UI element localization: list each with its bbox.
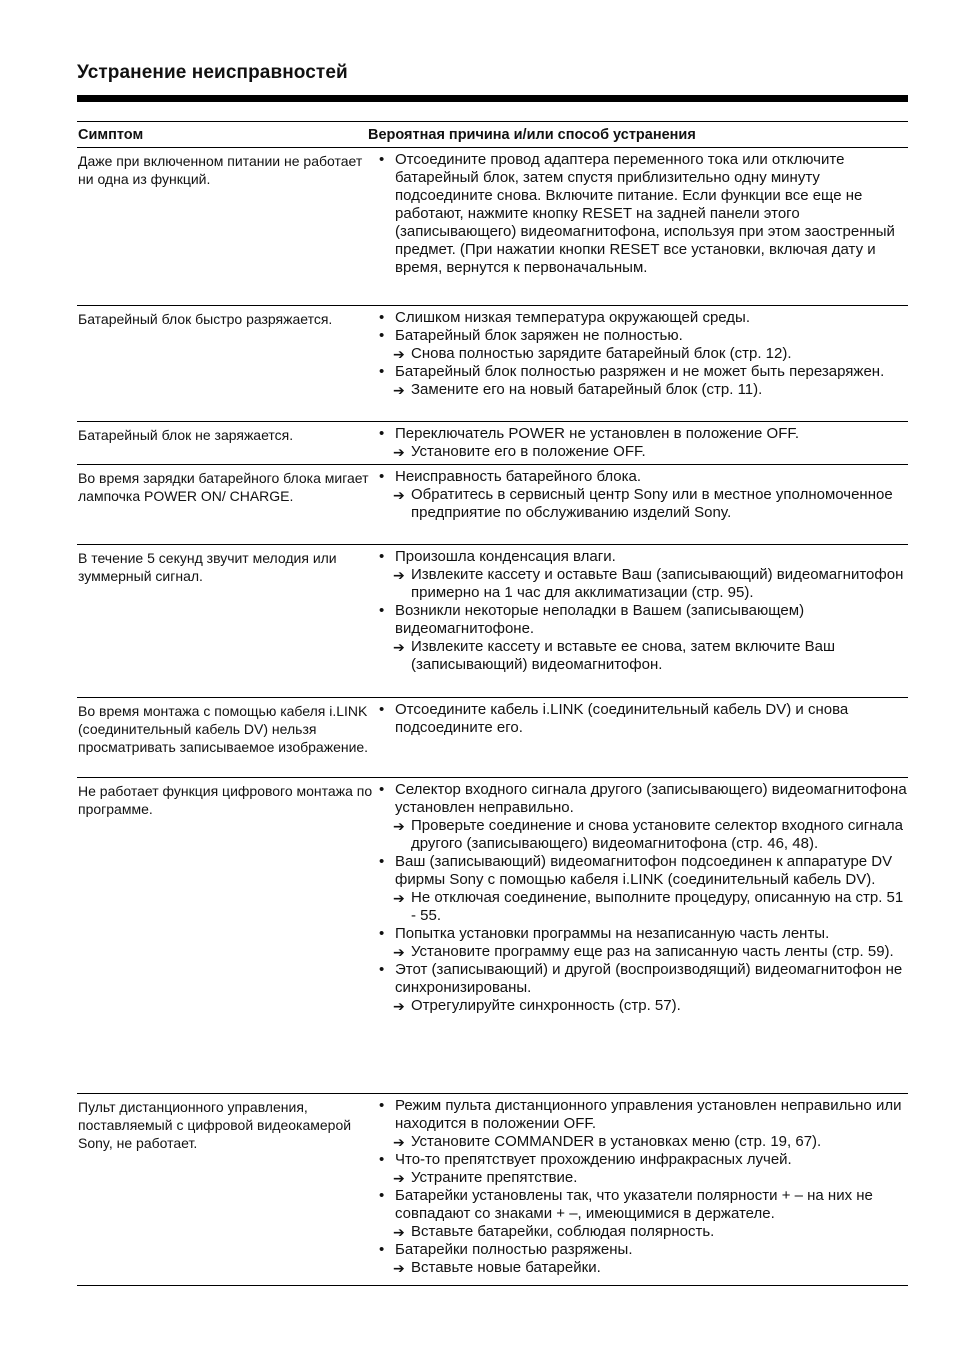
cause-item	[377, 602, 908, 638]
arrow-icon: ➔	[393, 1260, 405, 1276]
remedy-text: Установите программу еще раз на записанную часть ленты (стр. 59).	[411, 943, 894, 960]
remedy-text: Замените его на новый батарейный блок (стр. 11).	[411, 381, 763, 398]
remedy-text: Вставьте батарейки, соблюдая полярность.	[411, 1223, 715, 1240]
symptom-header: Симптом	[78, 126, 144, 143]
cause-text: Селектор входного сигнала другого (записывающего) видеомагнитофона установлен неправильно.	[395, 781, 907, 816]
cause-cell	[377, 698, 908, 777]
arrow-icon: ➔	[393, 1170, 405, 1186]
cause-text: Отсоедините кабель i.LINK (соединительный кабель DV) и снова подсоедините его.	[395, 701, 849, 736]
remedy-item	[377, 1133, 908, 1151]
cause-cell	[377, 545, 908, 697]
remedy-item	[377, 817, 908, 853]
remedy-item	[377, 1223, 908, 1241]
remedy-item	[377, 1259, 908, 1277]
cause-cell	[377, 465, 908, 544]
remedy-text: Отрегулируйте синхронность (стр. 57).	[411, 997, 681, 1014]
arrow-icon: ➔	[393, 818, 405, 834]
remedy-item	[377, 345, 908, 363]
bullet-icon: •	[379, 781, 385, 798]
cause-text: Батарейный блок заряжен не полностью.	[395, 327, 683, 344]
cause-cell	[377, 148, 908, 305]
arrow-icon: ➔	[393, 998, 405, 1014]
cause-cell	[377, 1094, 908, 1285]
cause-item	[377, 1187, 908, 1223]
bullet-icon: •	[379, 327, 385, 344]
remedy-item	[377, 443, 908, 461]
symptom-cell: Батарейный блок не заряжается.	[78, 427, 294, 443]
cause-item	[377, 327, 908, 345]
cause-text: Произошла конденсация влаги.	[395, 548, 616, 565]
bullet-icon: •	[379, 1241, 385, 1258]
arrow-icon: ➔	[393, 944, 405, 960]
remedy-item	[377, 486, 908, 522]
cause-item	[377, 548, 908, 566]
cause-header: Вероятная причина и/или способ устранения	[368, 126, 696, 143]
bullet-icon: •	[379, 853, 385, 870]
symptom-cell: Пульт дистанционного управления, поставляемый с цифровой видеокамерой Sony, не работает.	[78, 1099, 352, 1151]
table-row	[77, 422, 908, 465]
cause-item	[377, 1241, 908, 1259]
bullet-icon: •	[379, 468, 385, 485]
table-row	[77, 698, 908, 778]
cause-item	[377, 961, 908, 997]
cause-item	[377, 701, 908, 737]
table-row	[77, 465, 908, 545]
cause-item	[377, 853, 908, 889]
remedy-item	[377, 638, 908, 674]
bullet-icon: •	[379, 548, 385, 565]
bullet-icon: •	[379, 363, 385, 380]
cause-text: Слишком низкая температура окружающей среды.	[395, 309, 751, 326]
arrow-icon: ➔	[393, 382, 405, 398]
table-row	[77, 778, 908, 1094]
cause-text: Батарейки полностью разряжены.	[395, 1241, 633, 1258]
remedy-text: Проверьте соединение и снова установите селектор входного сигнала другого (записывающего) видеомагнитофона (стр. 46, 48).	[411, 817, 903, 852]
symptom-cell: Батарейный блок быстро разряжается.	[78, 311, 333, 327]
cause-item	[377, 1097, 908, 1133]
bullet-icon: •	[379, 1097, 385, 1114]
cause-cell	[377, 778, 908, 1093]
cause-item	[377, 468, 908, 486]
table-body	[77, 148, 908, 1286]
cause-text: Что-то препятствует прохождению инфракрасных лучей.	[395, 1151, 792, 1168]
table-row	[77, 545, 908, 698]
remedy-item	[377, 381, 908, 399]
cause-item	[377, 425, 908, 443]
arrow-icon: ➔	[393, 346, 405, 362]
remedy-text: Вставьте новые батарейки.	[411, 1259, 601, 1276]
cause-text: Попытка установки программы на незаписанную часть ленты.	[395, 925, 830, 942]
remedy-text: Установите его в положение OFF.	[411, 443, 646, 460]
cause-item	[377, 151, 908, 277]
bullet-icon: •	[379, 1151, 385, 1168]
title-rule	[77, 95, 908, 102]
remedy-text: Установите COMMANDER в установках меню (стр. 19, 67).	[411, 1133, 822, 1150]
bullet-icon: •	[379, 961, 385, 978]
cause-cell	[377, 306, 908, 421]
table-row	[77, 1094, 908, 1286]
cause-text: Батарейки установлены так, что указатели полярности + – на них не совпадают со знаками + –, имеющимися в держателе.	[395, 1187, 873, 1222]
remedy-text: Не отключая соединение, выполните процедуру, описанную на стр. 51 - 55.	[411, 889, 904, 924]
symptom-cell: Во время зарядки батарейного блока мигает лампочка POWER ON/ CHARGE.	[78, 470, 369, 504]
bullet-icon: •	[379, 309, 385, 326]
cause-item	[377, 781, 908, 817]
remedy-item	[377, 889, 908, 925]
troubleshooting-table	[77, 121, 908, 1286]
remedy-text: Снова полностью зарядите батарейный блок (стр. 12).	[411, 345, 792, 362]
symptom-cell: Во время монтажа с помощью кабеля i.LINK (соединительный кабель DV) нельзя просматривать записываемое изображение.	[78, 703, 369, 755]
arrow-icon: ➔	[393, 444, 405, 460]
cause-text: Ваш (записывающий) видеомагнитофон подсоединен к аппаратуре DV фирмы Sony с помощью кабеля i.LINK (соединительный кабель DV).	[395, 853, 893, 888]
remedy-text: Извлеките кассету и оставьте Ваш (записывающий) видеомагнитофон примерно на 1 час для акклиматизации (стр. 95).	[411, 566, 904, 601]
cause-text: Неисправность батарейного блока.	[395, 468, 642, 485]
bullet-icon: •	[379, 701, 385, 718]
cause-text: Переключатель POWER не установлен в положение OFF.	[395, 425, 800, 442]
arrow-icon: ➔	[393, 890, 405, 906]
arrow-icon: ➔	[393, 487, 405, 503]
cause-text: Режим пульта дистанционного управления установлен неправильно или находится в положении OFF.	[395, 1097, 902, 1132]
bullet-icon: •	[379, 425, 385, 442]
cause-item	[377, 925, 908, 943]
cause-text: Отсоедините провод адаптера переменного тока или отключите батарейный блок, затем спустя приблизительно одну минуту подсоедините снова. Включите питание. Если функции все еще не работают, нажмите кнопку RESET на задней панели этого (записывающего) видеомагнитофона, используя при этом заостренный предмет. (При нажатии кнопки RESET все установки, включая дату и время, вернутся к первоначальным.	[395, 151, 895, 276]
remedy-item	[377, 943, 908, 961]
bullet-icon: •	[379, 925, 385, 942]
bullet-icon: •	[379, 151, 385, 168]
table-row	[77, 306, 908, 422]
arrow-icon: ➔	[393, 639, 405, 655]
cause-cell	[377, 422, 908, 464]
bullet-icon: •	[379, 1187, 385, 1204]
remedy-item	[377, 566, 908, 602]
symptom-cell: Не работает функция цифрового монтажа по программе.	[78, 783, 373, 817]
cause-item	[377, 309, 908, 327]
symptom-cell: Даже при включенном питании не работает ни одна из функций.	[78, 153, 363, 187]
cause-item	[377, 1151, 908, 1169]
table-row	[77, 148, 908, 306]
arrow-icon: ➔	[393, 1134, 405, 1150]
cause-text: Возникли некоторые неполадки в Вашем (записывающем) видеомагнитофоне.	[395, 602, 805, 637]
bullet-icon: •	[379, 602, 385, 619]
cause-item	[377, 363, 908, 381]
remedy-text: Извлеките кассету и вставьте ее снова, затем включите Ваш (записывающий) видеомагнитофон.	[411, 638, 836, 673]
remedy-item	[377, 997, 908, 1015]
table-header	[77, 122, 908, 148]
cause-text: Батарейный блок полностью разряжен и не может быть перезаряжен.	[395, 363, 885, 380]
remedy-text: Устраните препятствие.	[411, 1169, 578, 1186]
cause-text: Этот (записывающий) и другой (воспроизводящий) видеомагнитофон не синхронизированы.	[395, 961, 903, 996]
arrow-icon: ➔	[393, 567, 405, 583]
remedy-item	[377, 1169, 908, 1187]
remedy-text: Обратитесь в сервисный центр Sony или в местное уполномоченное предприятие по обслуживанию изделий Sony.	[411, 486, 893, 521]
symptom-cell: В течение 5 секунд звучит мелодия или зуммерный сигнал.	[78, 550, 337, 584]
arrow-icon: ➔	[393, 1224, 405, 1240]
page-title: Устранение неисправностей	[77, 62, 348, 83]
